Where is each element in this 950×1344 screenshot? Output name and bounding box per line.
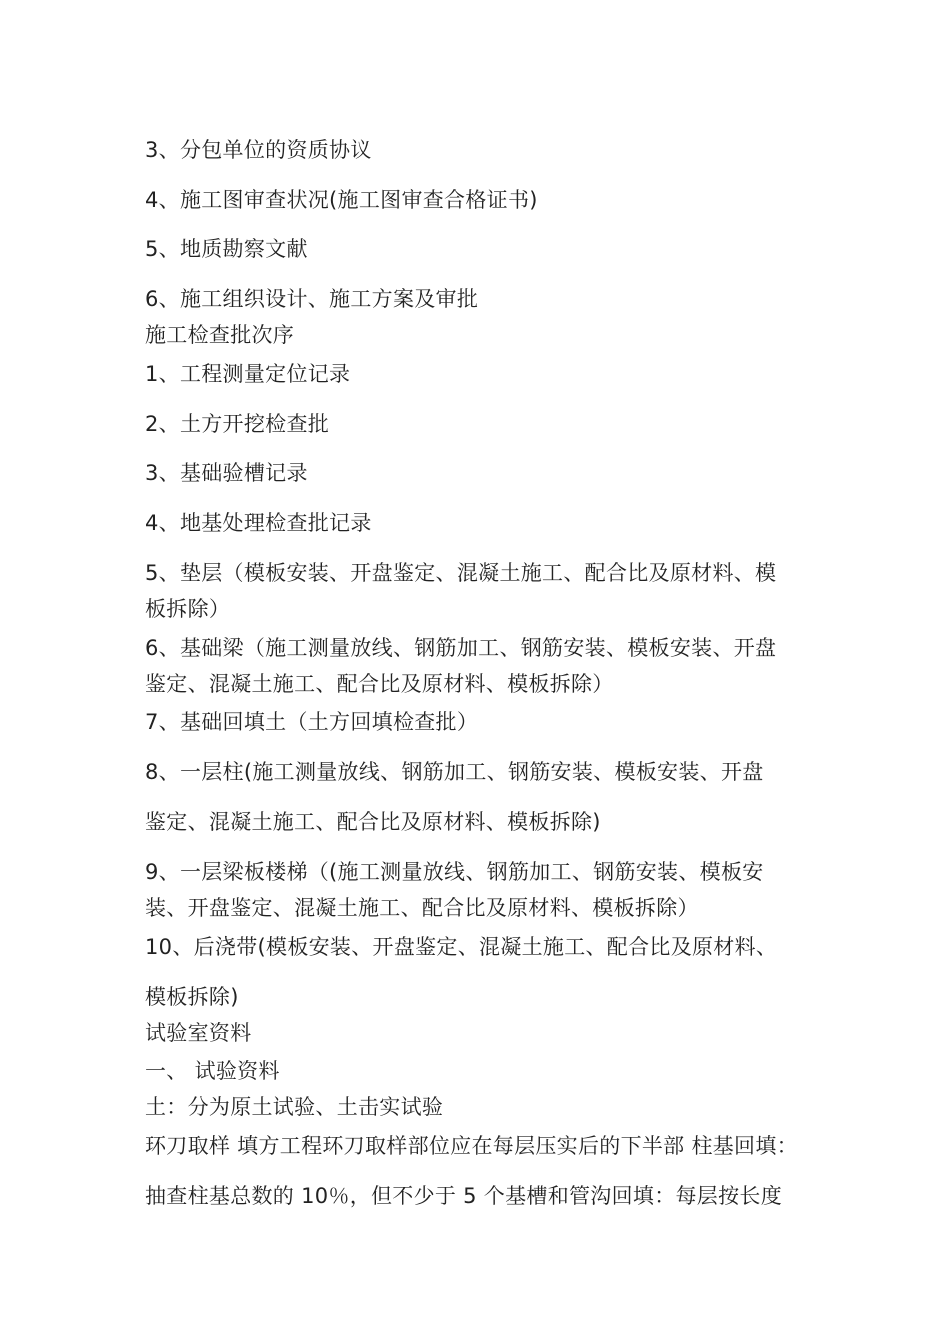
text-line: 5、地质勘察文献 (145, 237, 308, 261)
text-line: 7、基础回填土（土方回填检查批） (145, 710, 479, 734)
text-line: 9、一层梁板楼梯（(施工测量放线、钢筋加工、钢筋安装、模板安 (145, 860, 764, 884)
text-line: 一、 试验资料 (145, 1059, 280, 1083)
text-line: 环刀取样 填方工程环刀取样部位应在每层压实后的下半部 柱基回填： (145, 1134, 798, 1158)
text-line: 6、基础梁（施工测量放线、钢筋加工、钢筋安装、模板安装、开盘 (145, 636, 777, 660)
text-line: 3、基础验槽记录 (145, 461, 308, 485)
text-line: 1、工程测量定位记录 (145, 362, 351, 386)
text-line: 5、垫层（模板安装、开盘鉴定、混凝土施工、配合比及原材料、模 (145, 561, 777, 585)
section-heading: 施工检查批次序 (145, 323, 295, 347)
text-line: 模板拆除) (145, 985, 239, 1009)
text-line: 装、开盘鉴定、混凝土施工、配合比及原材料、模板拆除） (145, 896, 699, 920)
text-line: 鉴定、混凝土施工、配合比及原材料、模板拆除) (145, 810, 601, 834)
text-line: 10、后浇带(模板安装、开盘鉴定、混凝土施工、配合比及原材料、 (145, 935, 778, 959)
text-line: 土：分为原土试验、土击实试验 (145, 1095, 444, 1119)
text-line: 抽查柱基总数的 10％，但不少于 5 个基槽和管沟回填：每层按长度 (145, 1184, 783, 1208)
text-line: 6、施工组织设计、施工方案及审批 (145, 287, 479, 311)
text-line: 板拆除） (145, 597, 231, 621)
text-line: 2、土方开挖检查批 (145, 412, 330, 436)
section-heading: 试验室资料 (145, 1021, 252, 1045)
text-line: 8、一层柱(施工测量放线、钢筋加工、钢筋安装、模板安装、开盘 (145, 760, 764, 784)
text-line: 3、分包单位的资质协议 (145, 138, 372, 162)
text-line: 4、施工图审查状况(施工图审查合格证书) (145, 188, 538, 212)
text-line: 4、地基处理检查批记录 (145, 511, 372, 535)
text-line: 鉴定、混凝土施工、配合比及原材料、模板拆除） (145, 672, 614, 696)
